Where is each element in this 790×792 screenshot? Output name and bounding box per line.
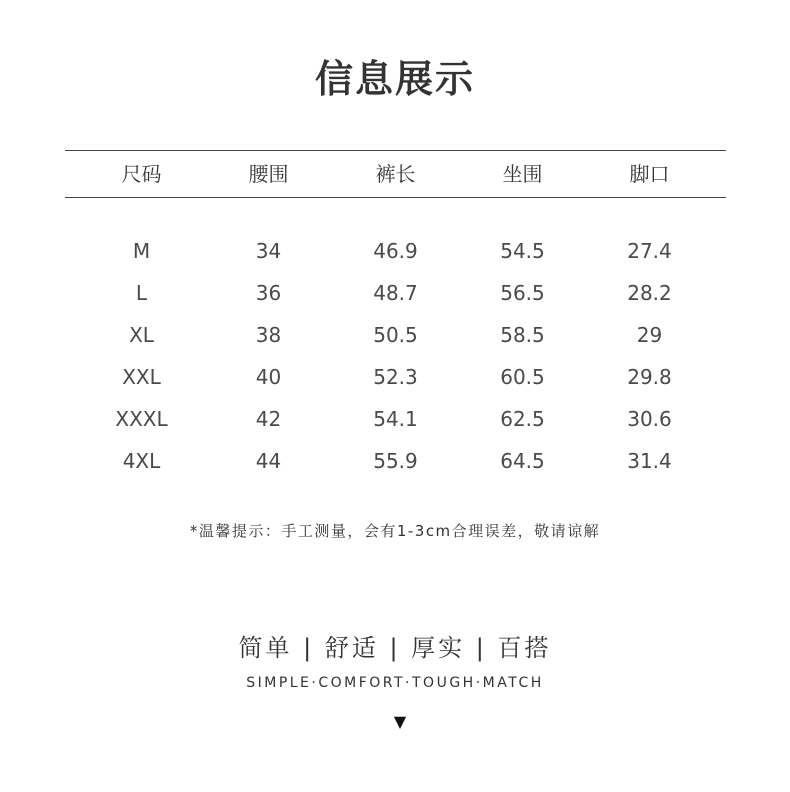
page-title: 信息展示 bbox=[314, 57, 475, 101]
cell-hip: 64.5 bbox=[500, 449, 545, 473]
table-header-divider bbox=[65, 197, 726, 198]
cell-length: 52.3 bbox=[373, 365, 418, 389]
cell-size: XL bbox=[129, 323, 154, 347]
cell-hip: 62.5 bbox=[500, 407, 545, 431]
table-row bbox=[78, 440, 713, 482]
slogan-cn: 简单 | 舒适 | 厚实 | 百搭 bbox=[238, 634, 552, 662]
table-row bbox=[78, 230, 713, 272]
cell-waist: 44 bbox=[255, 449, 282, 473]
table-row bbox=[78, 398, 713, 440]
table-top-divider bbox=[65, 150, 726, 151]
cell-hem: 29.8 bbox=[627, 365, 672, 389]
cell-hip: 60.5 bbox=[500, 365, 545, 389]
header-hem: 脚口 bbox=[629, 162, 670, 186]
cell-length: 50.5 bbox=[373, 323, 418, 347]
table-row bbox=[78, 272, 713, 314]
cell-length: 48.7 bbox=[373, 281, 418, 305]
down-arrow-icon: ▼ bbox=[393, 712, 407, 731]
header-size: 尺码 bbox=[121, 162, 162, 186]
cell-hip: 56.5 bbox=[500, 281, 545, 305]
size-table-header bbox=[78, 160, 713, 188]
cell-hem: 31.4 bbox=[627, 449, 672, 473]
table-row bbox=[78, 356, 713, 398]
cell-length: 55.9 bbox=[373, 449, 418, 473]
slogan-en: SIMPLE·COMFORT·TOUGH·MATCH bbox=[246, 675, 544, 691]
table-row bbox=[78, 314, 713, 356]
cell-hem: 30.6 bbox=[627, 407, 672, 431]
cell-hip: 54.5 bbox=[500, 239, 545, 263]
cell-length: 54.1 bbox=[373, 407, 418, 431]
cell-hem: 29 bbox=[636, 323, 663, 347]
size-table-body bbox=[78, 230, 713, 482]
cell-size: XXXL bbox=[115, 407, 168, 431]
header-hip: 坐围 bbox=[502, 162, 543, 186]
cell-size: XXL bbox=[122, 365, 161, 389]
cell-length: 46.9 bbox=[373, 239, 418, 263]
cell-waist: 38 bbox=[255, 323, 282, 347]
cell-waist: 34 bbox=[255, 239, 282, 263]
measurement-note: *温馨提示：手工测量，会有1-3cm合理误差，敬请谅解 bbox=[189, 522, 601, 540]
header-length: 裤长 bbox=[375, 162, 416, 186]
cell-waist: 42 bbox=[255, 407, 282, 431]
cell-hip: 58.5 bbox=[500, 323, 545, 347]
cell-hem: 28.2 bbox=[627, 281, 672, 305]
cell-waist: 40 bbox=[255, 365, 282, 389]
cell-size: 4XL bbox=[122, 449, 161, 473]
cell-waist: 36 bbox=[255, 281, 282, 305]
cell-size: L bbox=[135, 281, 148, 305]
cell-hem: 27.4 bbox=[627, 239, 672, 263]
cell-size: M bbox=[132, 239, 151, 263]
header-waist: 腰围 bbox=[248, 162, 289, 186]
